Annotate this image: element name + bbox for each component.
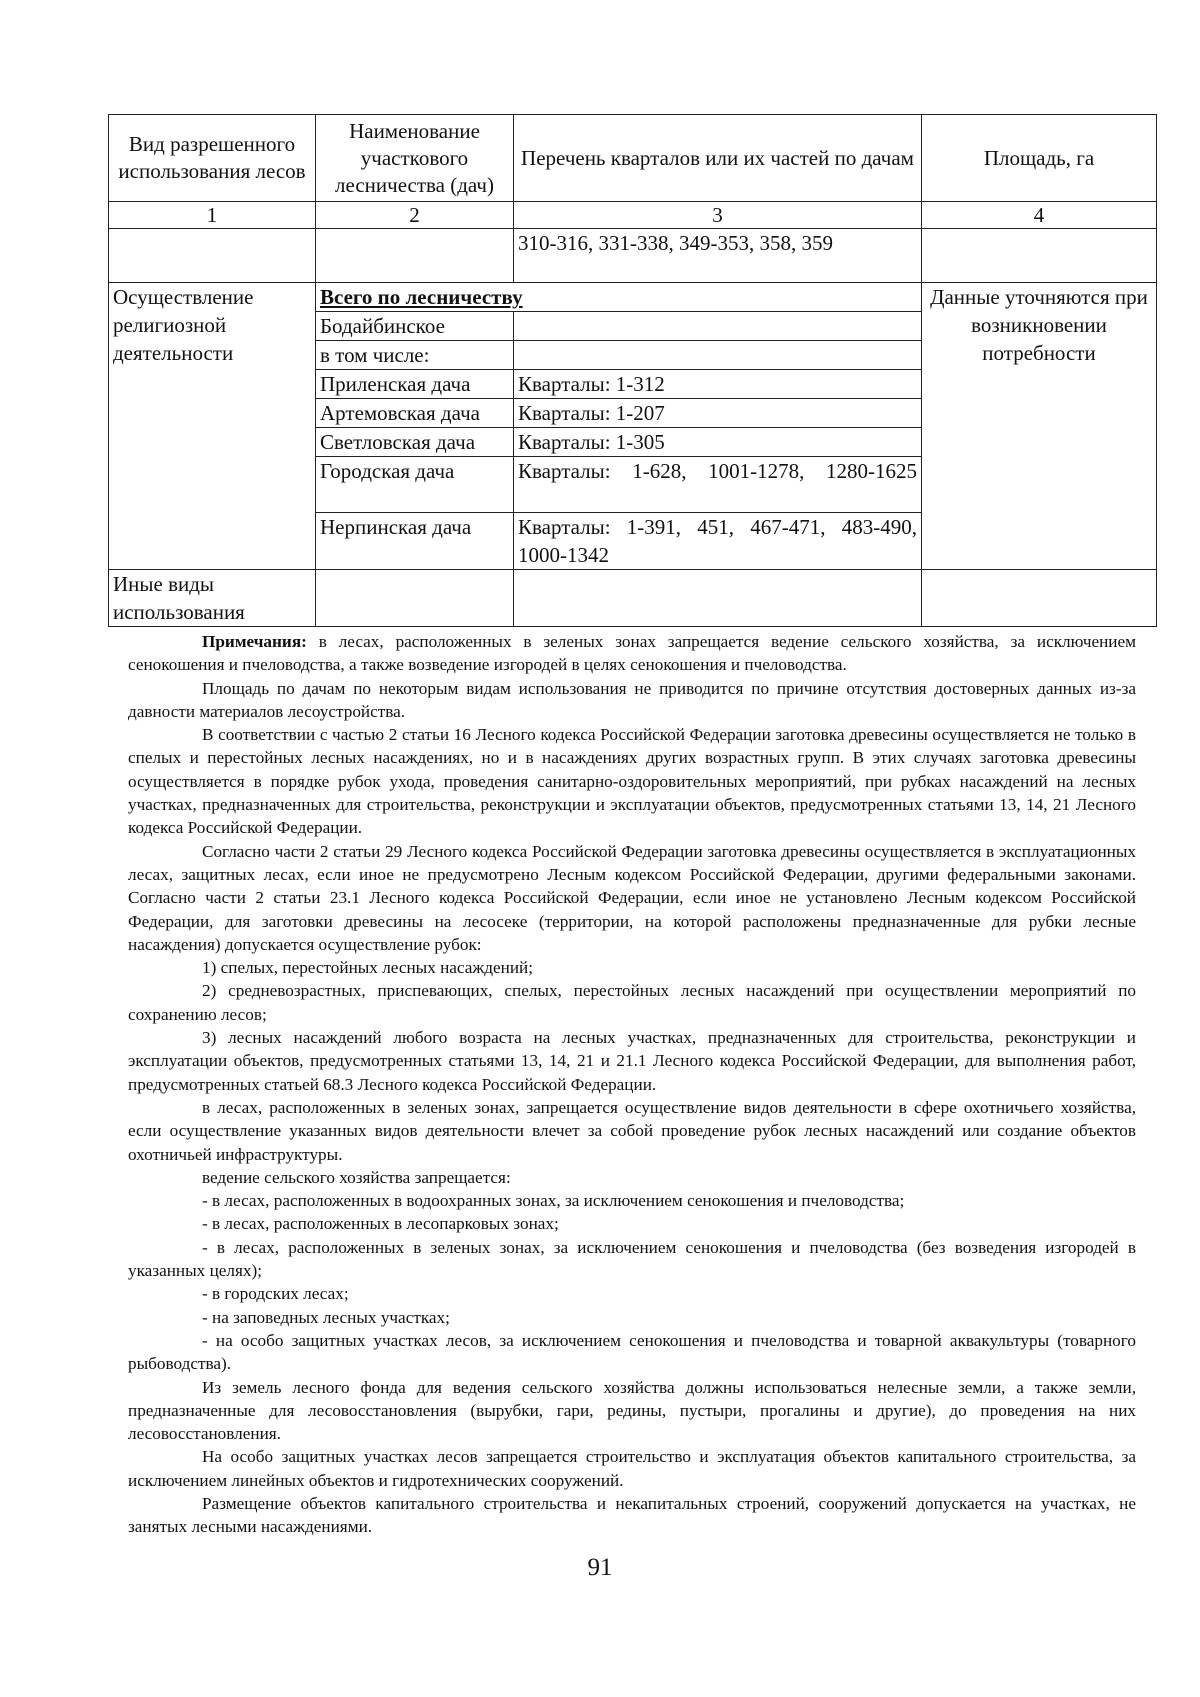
column-number: 1	[109, 202, 316, 229]
notes-paragraph: На особо защитных участках лесов запрещается строительство и эксплуатация объектов капитального строительства, за исключением линейных объектов и гидротехнических сооружений.	[128, 1447, 1136, 1490]
notes-list-item: 2) средневозрастных, приспевающих, спелых, перестойных лесных насаждений при осуществлении мероприятий по сохранению лесов;	[128, 981, 1136, 1024]
dacha-quarters: Кварталы: 1-312	[514, 370, 922, 399]
column-number: 3	[514, 202, 922, 229]
notes-list-item: - в лесах, расположенных в водоохранных зонах, за исключением сенокошения и пчеловодства;	[202, 1191, 905, 1211]
forest-use-table	[108, 114, 1157, 627]
notes-list-item: 1) спелых, перестойных лесных насаждений;	[202, 958, 534, 978]
table-row	[109, 570, 1157, 627]
header-quarters-list: Перечень кварталов или их частей по дачам	[514, 115, 922, 202]
dacha-quarters: Кварталы: 1-391, 451, 467-471, 483-490, 1000-1342	[514, 513, 922, 570]
use-type-religious: Осуществление религиозной деятельности	[109, 283, 316, 570]
notes-list-item: - в лесах, расположенных в зеленых зонах, за исключением сенокошения и пчеловодства (без возведения изгородей в указанных целях);	[128, 1237, 1136, 1281]
dacha-quarters: Кварталы: 1-207	[514, 399, 922, 428]
notes-list-item: - на особо защитных участках лесов, за исключением сенокошения и пчеловодства и товарной аквакультуры (товарного рыбоводства).	[128, 1330, 1136, 1374]
notes-section	[128, 630, 1136, 1539]
use-type-other: Иные виды использования	[109, 570, 316, 627]
table-row	[109, 283, 1157, 312]
notes-paragraph: в лесах, расположенных в зеленых зонах, запрещается осуществление видов деятельности в сфере охотничьего хозяйства, если осуществление указанных видов деятельности влечет за собой проведение рубок лесных насаждений или создание объектов охотничьей инфраструктуры.	[128, 1097, 1136, 1164]
header-area: Площадь, га	[922, 115, 1157, 202]
notes-label: Примечания:	[202, 632, 307, 651]
column-number-row	[109, 202, 1157, 229]
carry-over-quarters: 310-316, 331-338, 349-353, 358, 359	[514, 229, 922, 283]
notes-list-item: 3) лесных насаждений любого возраста на лесных участках, предназначенных для строительства, реконструкции и эксплуатации объектов, предусмотренных статьями 13, 14, 21 и 21.1 Лесного кодекса Российской Федерации, для выполнения работ, предусмотренных статьей 68.3 Лесного кодекса Российской Федерации.	[128, 1028, 1136, 1094]
notes-first-paragraph	[128, 630, 1136, 677]
header-forestry-name: Наименование участкового лесничества (дач)	[316, 115, 514, 202]
notes-paragraph: Размещение объектов капитального строительства и некапитальных строений, сооружений допускается на участках, не занятых лесными насаждениями.	[128, 1493, 1136, 1537]
notes-paragraph: ведение сельского хозяйства запрещается:	[202, 1167, 511, 1187]
dacha-quarters: Кварталы: 1-628, 1001-1278, 1280-1625	[514, 457, 922, 513]
table-row	[109, 229, 1157, 283]
notes-list-item: - в городских лесах;	[202, 1284, 349, 1304]
dacha-name: Приленская дача	[316, 370, 514, 399]
notes-first-text: в лесах, расположенных в зеленых зонах запрещается ведение сельского хозяйства, за исключением сенокошения и пчеловодства, а также возведение изгородей в целях сенокошения и пчеловодства.	[128, 632, 1136, 675]
notes-list-item: - в лесах, расположенных в лесопарковых зонах;	[202, 1214, 559, 1234]
including-label: в том числе:	[316, 341, 514, 370]
area-note: Данные уточняются при возникновении потребности	[922, 283, 1157, 570]
dacha-name: Артемовская дача	[316, 399, 514, 428]
dacha-name: Городская дача	[316, 457, 514, 513]
dacha-name: Нерпинская дача	[316, 513, 514, 570]
dacha-name: Светловская дача	[316, 428, 514, 457]
forestry-name: Бодайбинское	[316, 312, 514, 341]
notes-paragraph: Согласно части 2 статьи 29 Лесного кодекса Российской Федерации заготовка древесины осуществляется в эксплуатационных лесах, защитных лесах, если иное не предусмотрено Лесным кодексом Российской Федерации, другими федеральными законами. Согласно части 2 статьи 23.1 Лесного кодекса Российской Федерации, если иное не установлено Лесным кодексом Российской Федерации, для заготовки древесины на лесосеке (территории, на которой расположены предназначенные для рубки лесные насаждения) допускается осуществление рубок:	[128, 841, 1136, 954]
dacha-quarters: Кварталы: 1-305	[514, 428, 922, 457]
column-number: 4	[922, 202, 1157, 229]
notes-paragraph: В соответствии с частью 2 статьи 16 Лесного кодекса Российской Федерации заготовка древесины осуществляется не только в спелых и перестойных лесных насаждениях, но и в насаждениях других возрастных групп. В этих случаях заготовка древесины осуществляется в порядке рубок ухода, проведения санитарно-оздоровительных мероприятий, при рубках насаждений на лесных участках, предназначенных для строительства, реконструкции и эксплуатации объектов, предусмотренных статьями 13, 14, 21 Лесного кодекса Российской Федерации.	[128, 725, 1136, 838]
notes-paragraph: Площадь по дачам по некоторым видам использования не приводится по причине отсутствия достоверных данных из-за давности материалов лесоустройства.	[128, 678, 1136, 721]
header-use-type: Вид разрешенного использования лесов	[109, 115, 316, 202]
column-number: 2	[316, 202, 514, 229]
page-number: 91	[587, 1554, 613, 1581]
notes-list-item: - на заповедных лесных участках;	[202, 1307, 450, 1327]
table-header-row	[109, 115, 1157, 202]
notes-paragraph: Из земель лесного фонда для ведения сельского хозяйства должны использоваться нелесные земли, а также земли, предназначенные для лесовосстановления (вырубки, гари, редины, пустыри, прогалины и другие), до проведения на них лесовосстановления.	[128, 1377, 1136, 1444]
total-by-forestry: Всего по лесничеству	[316, 283, 922, 312]
